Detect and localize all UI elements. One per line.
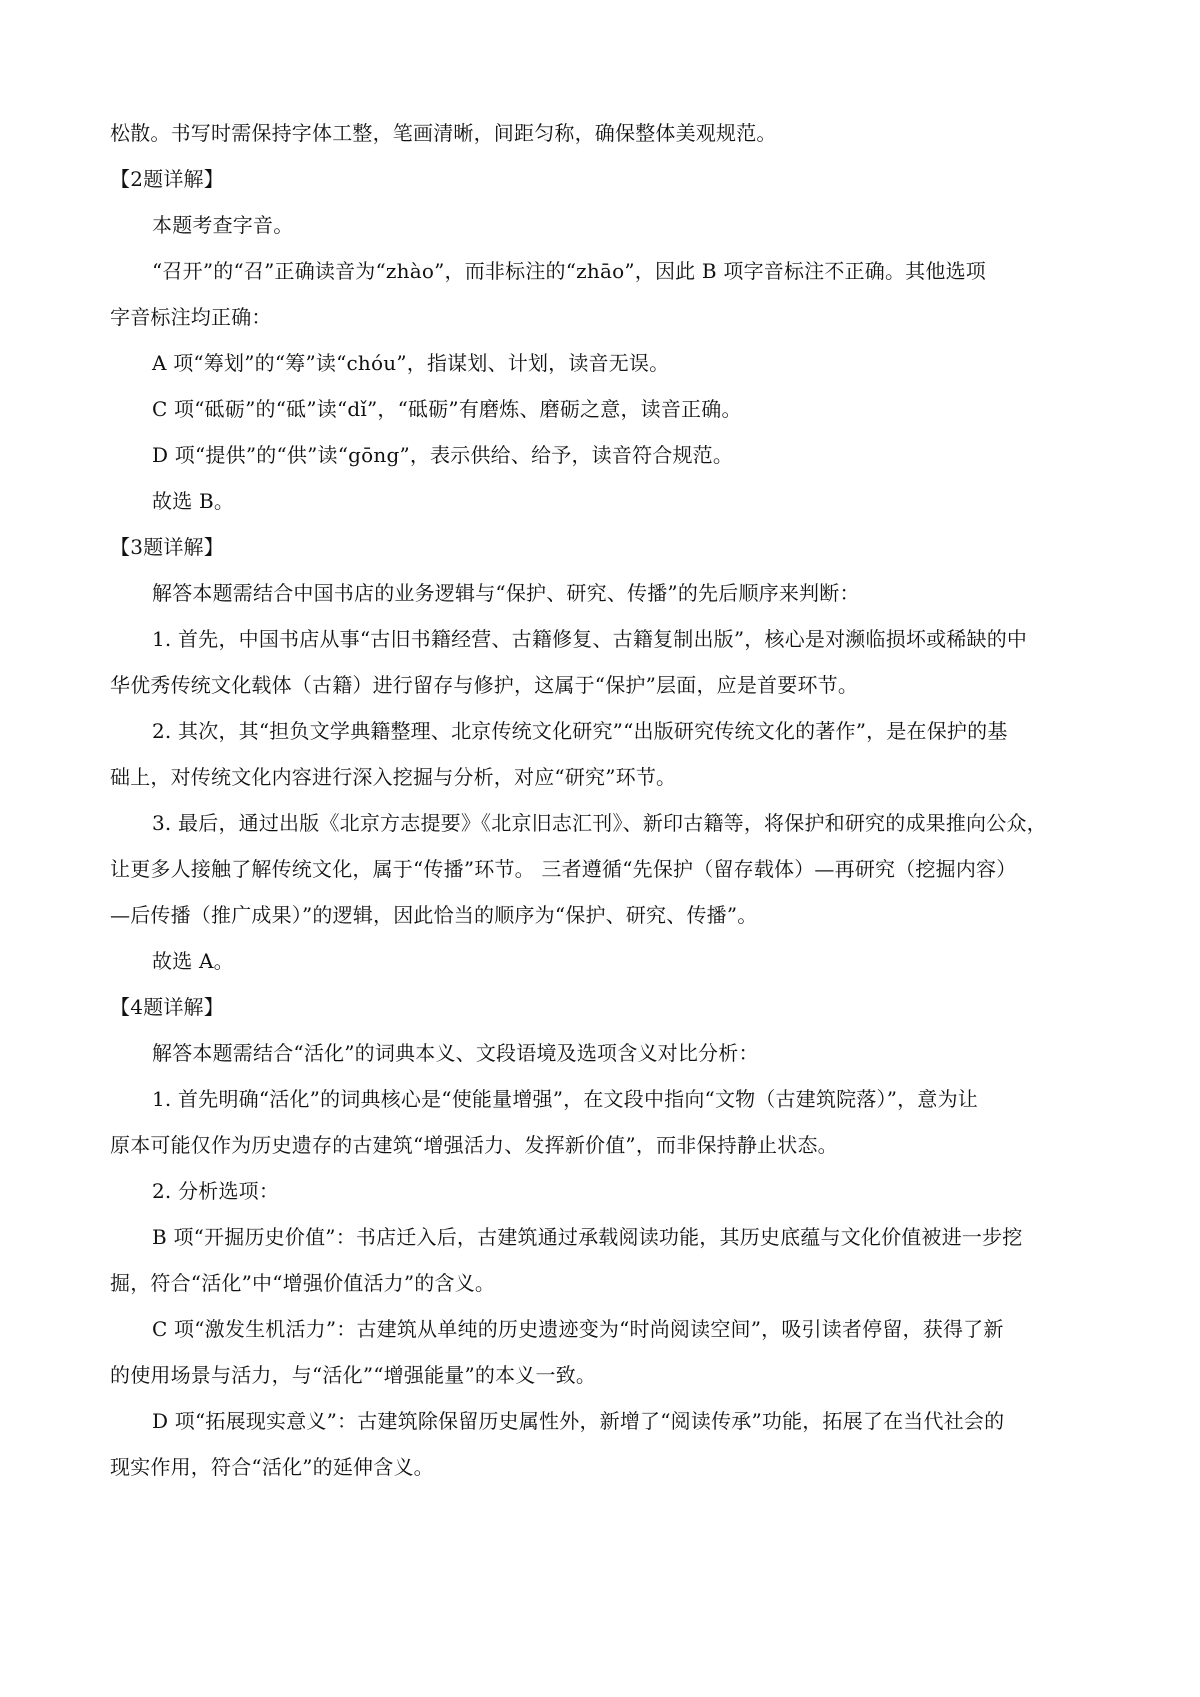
section-heading: 【3题详解】	[110, 535, 224, 559]
paragraph-line: “召开”的“召”正确读音为“zhào”，而非标注的“zhāo”，因此 B 项字音标注不正确。其他选项	[152, 259, 986, 283]
paragraph-line: C 项“砥砺”的“砥”读“dǐ”，“砥砺”有磨炼、磨砺之意，读音正确。	[152, 397, 742, 421]
paragraph-line: 2. 其次，其“担负文学典籍整理、北京传统文化研究”“出版研究传统文化的著作”，是在保护的基	[152, 719, 1008, 743]
paragraph-line: 华优秀传统文化载体（古籍）进行留存与修护，这属于“保护”层面，应是首要环节。	[110, 673, 859, 697]
paragraph-line: 1. 首先明确“活化”的词典核心是“使能量增强”，在文段中指向“文物（古建筑院落）”，意为让	[152, 1087, 978, 1111]
answer-line: 故选 A。	[152, 949, 234, 973]
document-page	[110, 110, 1095, 1490]
paragraph-line: 解答本题需结合“活化”的词典本义、文段语境及选项含义对比分析：	[152, 1041, 759, 1065]
paragraph-line: 松散。书写时需保持字体工整，笔画清晰，间距匀称，确保整体美观规范。	[110, 121, 777, 145]
paragraph-line: 原本可能仅作为历史遗存的古建筑“增强活力、发挥新价值”，而非保持静止状态。	[110, 1133, 838, 1157]
paragraph-line: 字音标注均正确：	[110, 305, 272, 329]
paragraph-line: 3. 最后，通过出版《北京方志提要》《北京旧志汇刊》、新印古籍等，将保护和研究的成果推向公众，	[152, 811, 1047, 835]
section-heading: 【4题详解】	[110, 995, 224, 1019]
answer-line: 故选 B。	[152, 489, 235, 513]
paragraph-line: A 项“筹划”的“筹”读“chóu”，指谋划、计划，读音无误。	[152, 351, 670, 375]
paragraph-line: 2. 分析选项：	[152, 1179, 280, 1203]
paragraph-line: 解答本题需结合中国书店的业务逻辑与“保护、研究、传播”的先后顺序来判断：	[152, 581, 860, 605]
paragraph-line: 的使用场景与活力，与“活化”“增强能量”的本义一致。	[110, 1363, 597, 1387]
paragraph-line: C 项“激发生机活力”：古建筑从单纯的历史遗迹变为“时尚阅读空间”，吸引读者停留，获得了新	[152, 1317, 1004, 1341]
paragraph-line: 本题考查字音。	[152, 213, 294, 237]
paragraph-line: 1. 首先，中国书店从事“古旧书籍经营、古籍修复、古籍复制出版”，核心是对濒临损坏或稀缺的中	[152, 627, 1028, 651]
section-heading: 【2题详解】	[110, 167, 224, 191]
paragraph-line: 础上，对传统文化内容进行深入挖掘与分析，对应“研究”环节。	[110, 765, 677, 789]
paragraph-line: D 项“拓展现实意义”：古建筑除保留历史属性外，新增了“阅读传承”功能，拓展了在当代社会的	[152, 1409, 1005, 1433]
paragraph-line: D 项“提供”的“供”读“gōng”，表示供给、给予，读音符合规范。	[152, 443, 734, 467]
paragraph-line: 掘，符合“活化”中“增强价值活力”的含义。	[110, 1271, 496, 1295]
paragraph-line: B 项“开掘历史价值”：书店迁入后，古建筑通过承载阅读功能，其历史底蕴与文化价值被进一步挖	[152, 1225, 1023, 1249]
paragraph-line: —后传播（推广成果）”的逻辑，因此恰当的顺序为“保护、研究、传播”。	[110, 903, 758, 927]
paragraph-line: 现实作用，符合“活化”的延伸含义。	[110, 1455, 434, 1479]
paragraph-line: 让更多人接触了解传统文化，属于“传播”环节。 三者遵循“先保护（留存载体）—再研究（挖掘内容）	[110, 857, 1017, 881]
